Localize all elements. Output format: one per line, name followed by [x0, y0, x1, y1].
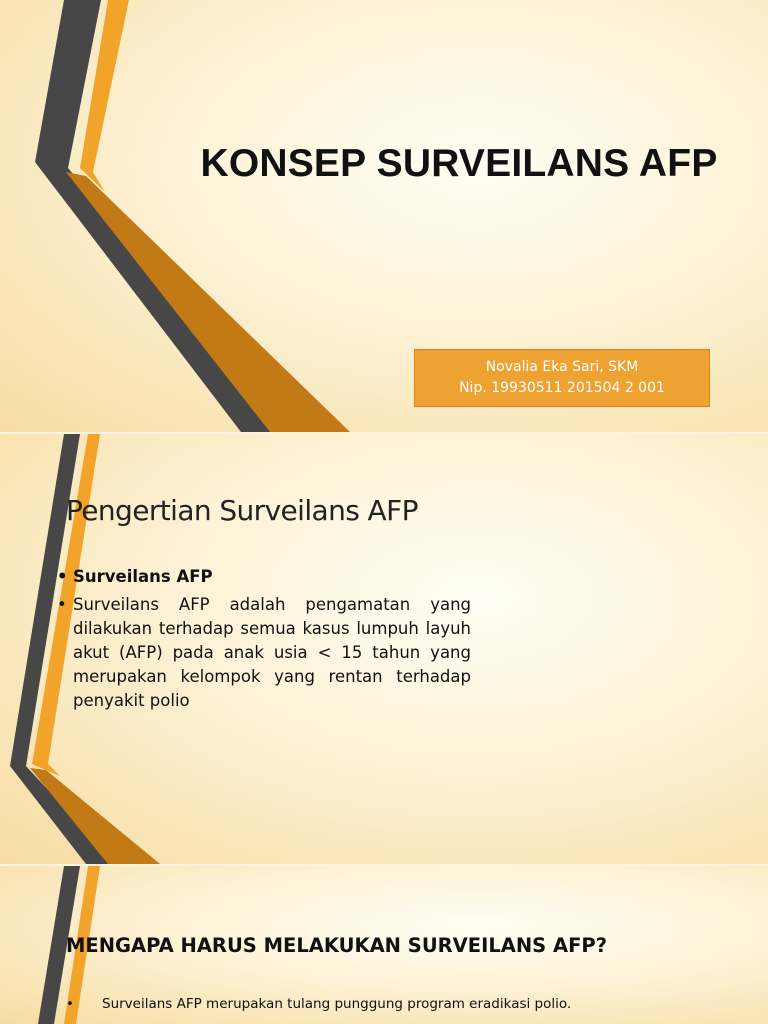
- dark-orange-stripe: [66, 172, 350, 432]
- slide-heading: MENGAPA HARUS MELAKUKAN SURVEILANS AFP?: [66, 934, 608, 957]
- list-item: [57, 593, 471, 713]
- slide-why: [0, 866, 768, 1024]
- slide-title: [0, 0, 768, 432]
- list-item-text: Surveilans AFP merupakan tulang punggung program eradikasi polio.: [102, 996, 572, 1012]
- presentation-title: KONSEP SURVEILANS AFP: [200, 142, 718, 185]
- slide-definition: [0, 434, 768, 864]
- list-item-text: Surveilans AFP: [73, 567, 213, 586]
- author-box: [414, 349, 710, 407]
- list-item-text: Surveilans AFP adalah pengamatan yang dilakukan terhadap semua kasus lumpuh layuh akut (AFP) pada anak usia < 15 tahun yang merupakan kelompok yang rentan terhadap penyakit polio: [73, 595, 471, 710]
- slide-heading: Pengertian Surveilans AFP: [66, 494, 418, 527]
- bullet-icon: •: [57, 567, 68, 586]
- bullet-icon: •: [66, 996, 74, 1012]
- bullet-icon: •: [57, 595, 67, 614]
- list-item: [57, 565, 471, 589]
- bullet-list: [57, 565, 471, 717]
- author-name: Novalia Eka Sari, SKM: [485, 359, 639, 375]
- author-nip: Nip. 19930511 201504 2 001: [459, 380, 665, 396]
